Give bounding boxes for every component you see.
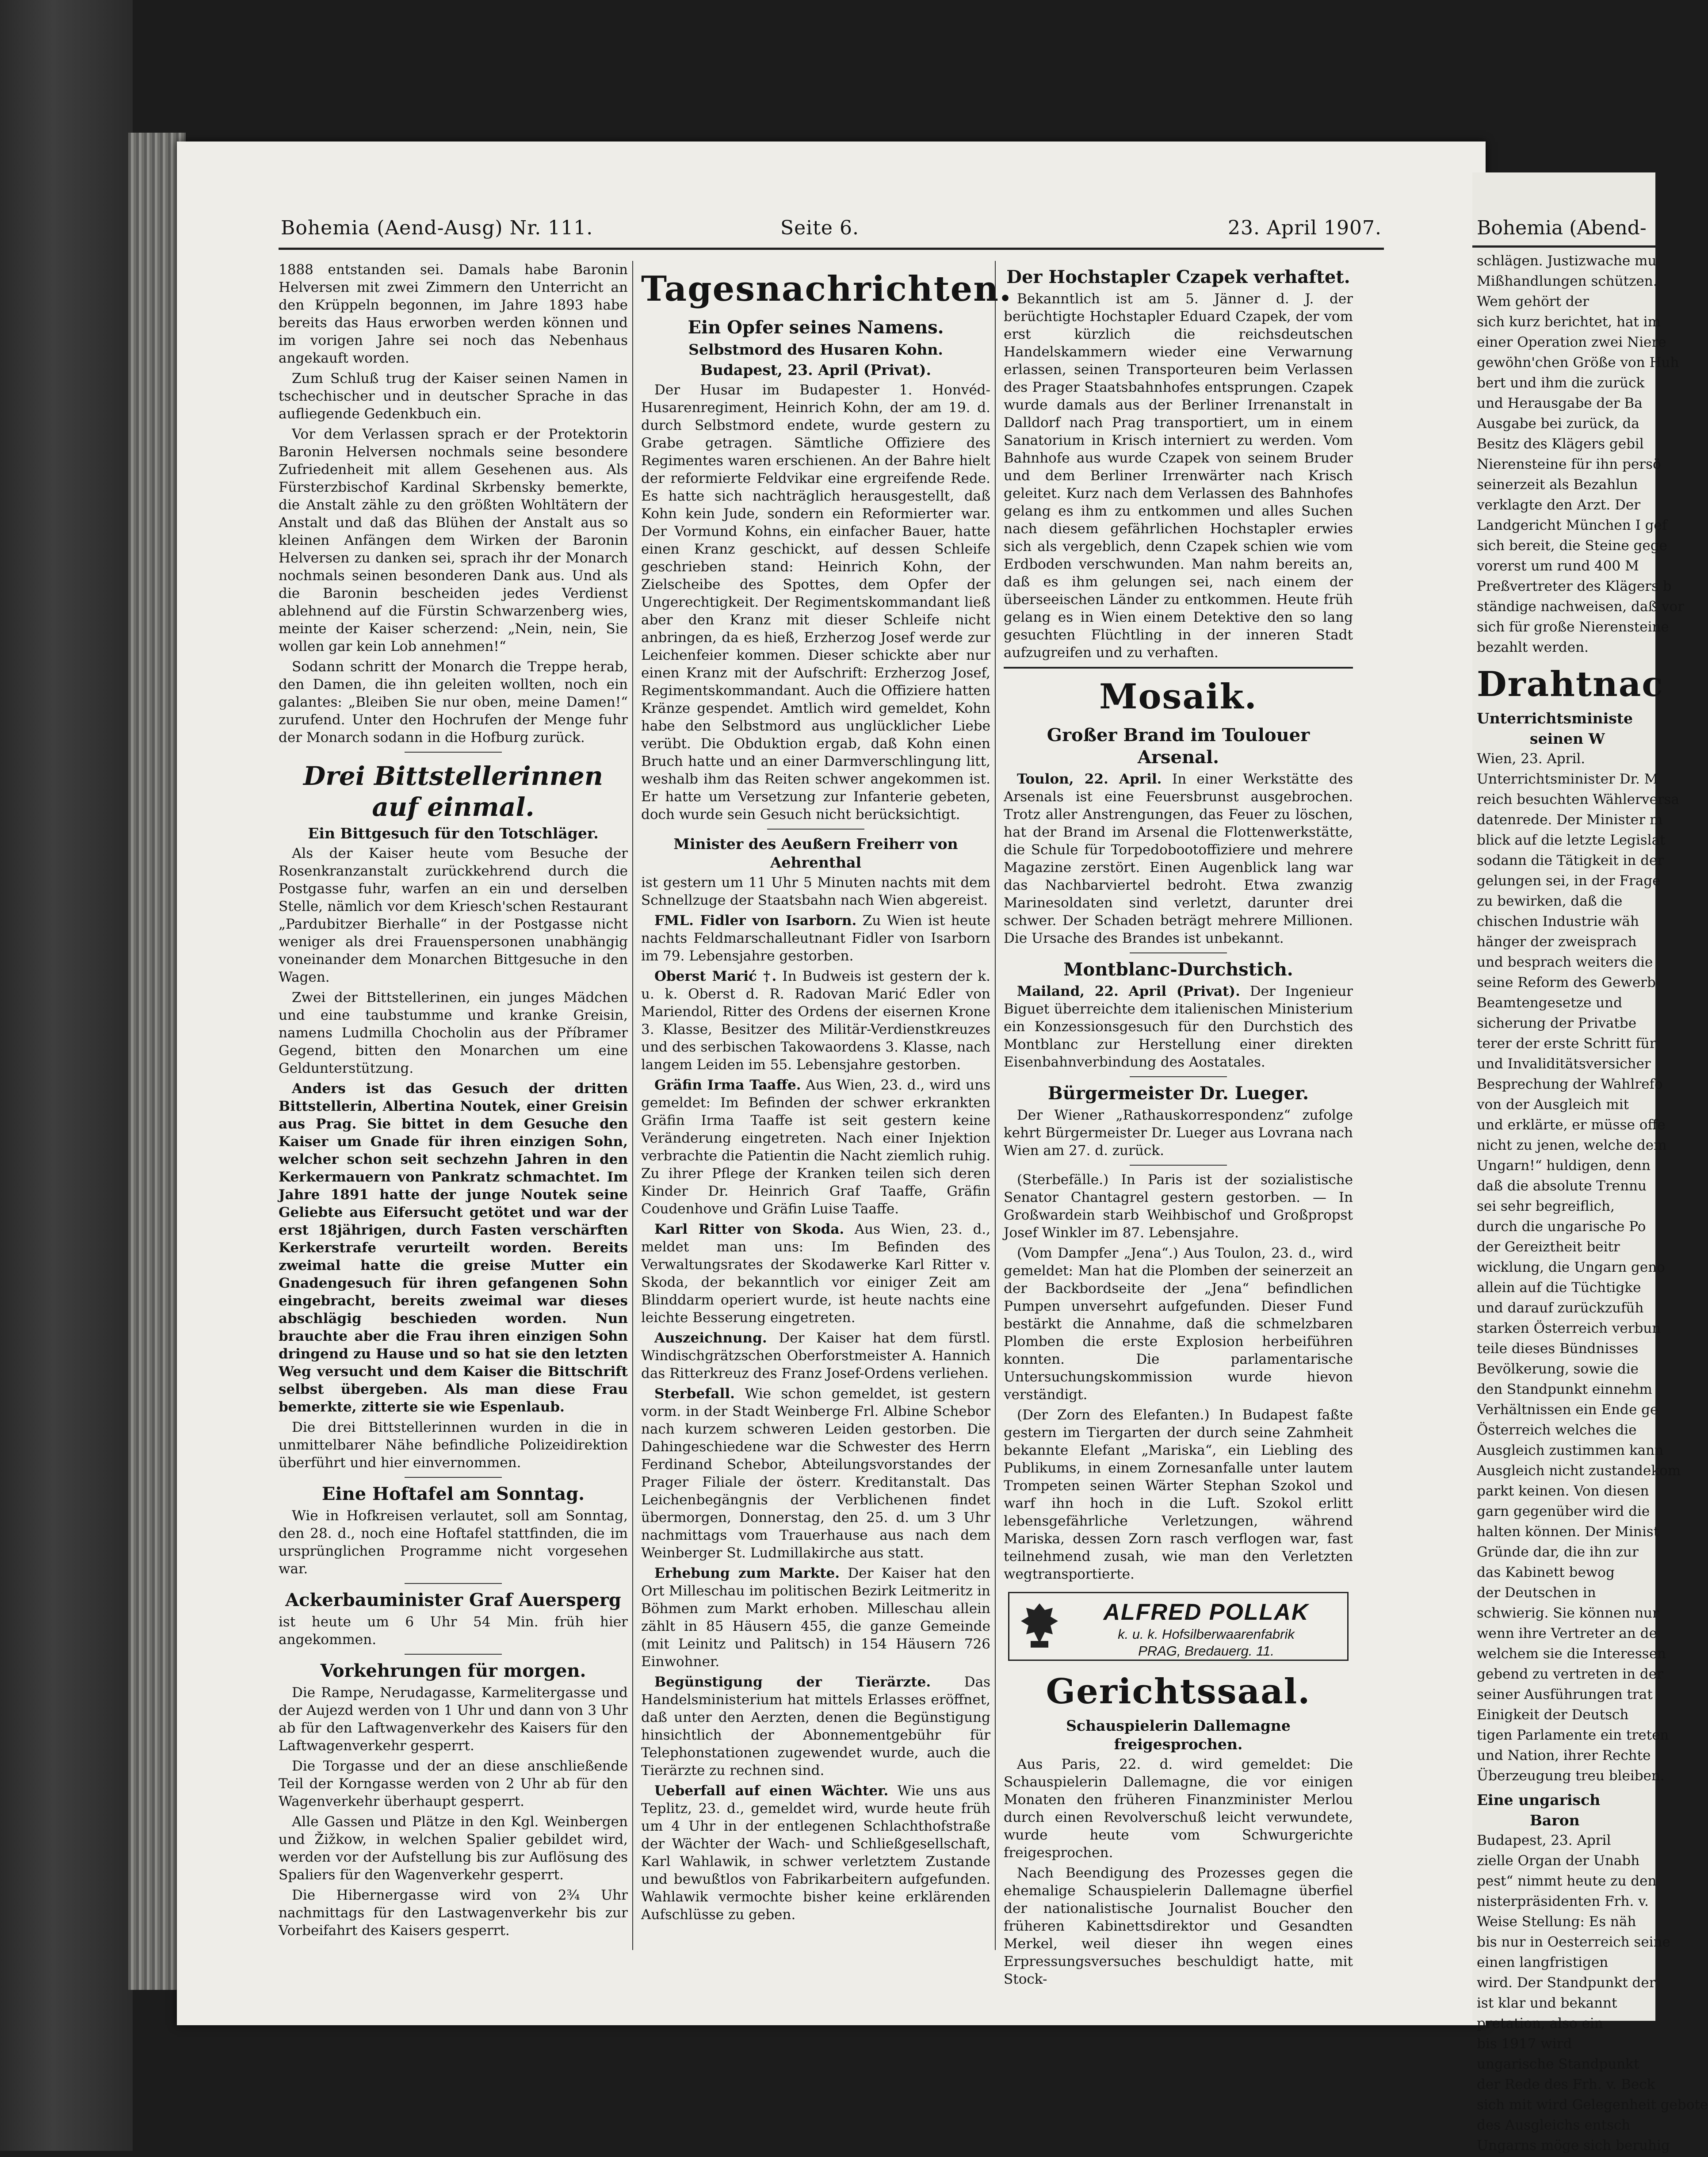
adjacent-line: tigen Parlamente ein treten <box>1477 1727 1669 1743</box>
article-title: Eine Hoftafel am Sonntag. <box>321 1484 585 1504</box>
adjacent-line: Landgericht München I gef <box>1477 517 1667 533</box>
paragraph: In einer Werkstätte des Arsenals ist eine Feuersbrunst ausgebrochen. Trotz aller Anstrengungen, das Feuer zu löschen, hat der Brand im Arsenal die Flottenwerkstätte, die Schule für Torpedobootoffiziere und mehrere Magazine zerstört. Einen Augenblick lang war das Nachbarviertel bedroht. Etwa zwanzig Marinesoldaten sind verletzt, darunter drei schwer. Der Schaden beträgt mehrere Millionen. Die Ursache des Brandes ist unbekannt. <box>1004 771 1353 946</box>
adjacent-line: Budapest, 23. April <box>1477 1832 1611 1848</box>
article-title: Großer Brand im Toulouer Arsenal. <box>1047 725 1310 768</box>
adjacent-line: der Deutschen in <box>1477 1585 1596 1601</box>
paragraph: Aus Paris, 22. d. wird gemeldet: Die Schauspielerin Dallemagne, die vor einigen Monaten den früheren Finanzminister Merlou durch einen Revolverschuß leicht verwundete, wurde heute vom Schwurgerichte freigesprochen. <box>1004 1756 1353 1861</box>
article-title: Eine ungarisch <box>1477 1791 1601 1809</box>
column-3 <box>1004 261 1353 1991</box>
adjacent-line: sich kurz berichtet, hat im <box>1477 314 1661 330</box>
paragraph: (Sterbefälle.) In Paris ist der sozialistische Senator Chantagrel gestern gestorben. — In Großwardein starb Weihbischof und Großpropst Josef Winkler im 87. Lebensjahre. <box>1004 1172 1353 1241</box>
adjacent-line: parkt keinen. Von diesen <box>1477 1483 1649 1499</box>
article-title: Ackerbauminister Graf Auersperg <box>285 1590 621 1610</box>
paragraph: Bekanntlich ist am 5. Jänner d. J. der berüchtigte Hochstapler Eduard Czapek, der vom erst kürzlich die reichsdeutschen Handelskammern wieder eine Verwarnung erlassen, seinen Transporteuren beim Verlassen des Prager Staatsbahnhofes entsprungen. Czapek wurde damals aus der Berliner Irrenanstalt in Dalldorf nach Prag transportiert, um in einem Sanatorium in Krisch interniert zu werden. Vom Bahnhofe aus wurde Czapek von seinem Bruder und dem Berliner Irrenwärter nach Krisch geleitet. Kurz nach dem Verlassen des Bahnhofes gelang es ihm zu entkommen und alles Suchen nach diesem gefährlichen Hochstapler erwies sich als vergeblich, denn Czapek schien wie vom Erdboden verschwunden. Man nahm bereits an, daß es ihm gelungen sei, nach einem der überseeischen Länder zu entkommen. Heute früh gelang es in Wien einem Detektive den so lang gesuchten Flüchtling in der inneren Stadt aufzugreifen und zu verhaften. <box>1004 291 1353 661</box>
paragraph: ist gestern um 11 Uhr 5 Minuten nachts mit dem Schnellzuge der Staatsbahn nach Wien abgereist. <box>641 875 990 908</box>
adjacent-line: welchem sie die Interessen <box>1477 1646 1666 1662</box>
column-rule <box>632 261 633 1950</box>
adjacent-line: durch die ungarische Po <box>1477 1219 1646 1235</box>
adjacent-line: gebend zu vertreten in der <box>1477 1666 1663 1682</box>
adjacent-line: Besitz des Klägers gebil <box>1477 436 1644 452</box>
paragraph: Zum Schluß trug der Kaiser seinen Namen in tschechischer und in deutscher Sprache in das aufliegende Gedenkbuch ein. <box>279 371 628 422</box>
adjacent-line: seine Reform des Gewerb <box>1477 975 1656 991</box>
adjacent-lines <box>1477 252 1707 656</box>
adjacent-line: Ausgleich nicht zustandekom <box>1477 1463 1681 1479</box>
separator <box>767 829 864 830</box>
article-title: Montblanc-Durchstich. <box>1063 959 1293 980</box>
separator <box>1130 1076 1227 1077</box>
article-title: Schauspielerin Dallemagne freigesprochen. <box>1066 1717 1291 1753</box>
paragraph: 1888 entstanden sei. Damals habe Baronin Helversen mit zwei Zimmern den Unterricht an den Krüppeln begonnen, im Jahre 1893 habe bereits das Haus erworben werden können und im vorigen Jahre sei noch das Nebenhaus angekauft worden. <box>279 262 628 366</box>
film-border <box>0 0 133 2151</box>
adjacent-lines <box>1477 1832 1707 2154</box>
column-rule <box>995 261 996 1950</box>
adjacent-line: wicklung, die Ungarn geno <box>1477 1259 1665 1275</box>
adjacent-line: und darauf zurückzufüh <box>1477 1300 1644 1316</box>
adjacent-line: sich bereit, die Steine gege <box>1477 538 1667 554</box>
adjacent-line: Mißhandlungen schützen. <box>1477 273 1658 289</box>
paragraph: (Vom Dampfer „Jena“.) Aus Toulon, 23. d., wird gemeldet: Man hat die Plomben der seinerzeit an der Backbordseite der „Jena“ befindlichen Pumpen unversehrt aufgefunden. Dieser Fund bestärkt die Annahme, daß die schmelzbaren Plomben die erste Explosion herbeiführen konnten. Die parlamentarische Untersuchungskommission wurde hievon verständigt. <box>1004 1245 1353 1403</box>
paragraph: Aus Wien, 23. d., wird uns gemeldet: Im Befinden der schwer erkrankten Gräfin Irma Taaffe ist seit gestern keine Veränderung eingetreten. Nach einer Injektion verbrachte die Patientin die Nacht ziemlich ruhig. Zu ihrer Pflege der Kranken teilen sich deren Kinder Dr. Heinrich Graf Taaffe, Gräfin Coudenhove und Gräfin Luise Taaffe. <box>641 1077 990 1217</box>
ad-text <box>1071 1599 1341 1660</box>
adjacent-line: einer Operation zwei Niere <box>1477 334 1666 350</box>
paragraph: Alle Gassen und Plätze in den Kgl. Weinbergen und Žižkow, in welchen Spalier gebildet wird, werden vor der Aufstellung bis zur Auflösung des Spaliers für den Wagenverkehr gesperrt. <box>279 1814 628 1883</box>
item-heading: Auszeichnung. <box>654 1330 767 1346</box>
adjacent-line: schwierig. Sie können nur <box>1477 1605 1659 1621</box>
adjacent-line: Überzeugung treu bleiben. <box>1477 1768 1665 1784</box>
adjacent-line: und Herausgabe der Ba <box>1477 395 1643 411</box>
paragraph: Wie in Hofkreisen verlautet, soll am Sonntag, den 28. d., noch eine Hoftafel stattfinden, die im ursprünglichen Programme nicht vorgesehen war. <box>279 1508 628 1577</box>
article-subtitle: Ein Bittgesuch für den Totschläger. <box>308 825 599 842</box>
article-title: Ein Opfer seines Namens. <box>688 317 944 338</box>
paragraph: ist heute um 6 Uhr 54 Min. früh hier angekommen. <box>279 1614 628 1648</box>
coat-of-arms-icon <box>1017 1601 1062 1650</box>
adjacent-line: blick auf die letzte Legislat <box>1477 832 1666 848</box>
paragraph: In Budweis ist gestern der k. u. k. Oberst d. R. Radovan Marić Edler von Mariendol, Ritter des Ordens der eisernen Krone 3. Klasse, Besitzer des Militär-Verdienstkreuzes und des serbischen Takowaordens 3. Klasse, nach langem Leiden im 55. Lebensjahre gestorben. <box>641 968 991 1073</box>
adjacent-line: und besprach weiters die <box>1477 954 1653 970</box>
page-header <box>281 217 1382 248</box>
adjacent-line: bezahlt werden. <box>1477 639 1589 655</box>
paragraph: Nach Beendigung des Prozesses gegen die ehemalige Schauspielerin Dallemagne überfiel der nationalistische Journalist Boucher den früheren Kabinettsdirektor und Gesandten Merkel, weil dieser ihn wegen eines Erpressungsversuches beschuldigt hatte, mit Stock- <box>1004 1865 1353 1987</box>
adjacent-line: wird. Der Standpunkt der <box>1477 1975 1656 1991</box>
adjacent-line: Besprechung der Wahlrefo <box>1477 1076 1663 1092</box>
adjacent-line: verklagte den Arzt. Der <box>1477 497 1641 513</box>
adjacent-line: ständige nachweisen, daß vor <box>1477 599 1684 615</box>
item-heading: Gräfin Irma Taaffe. <box>654 1077 801 1093</box>
paragraph: Die Torgasse und der an diese anschließende Teil der Korngasse werden von 2 Uhr ab für den Wagenverkehr überhaupt gesperrt. <box>279 1758 628 1809</box>
paragraph: Die Rampe, Nerudagasse, Karmelitergasse und der Aujezd werden von 1 Uhr und dann von 3 Uhr ab für den Laftwagenverkehr des Kaisers für den Laftwagenverkehr gesperrt. <box>279 1685 628 1754</box>
adjacent-line: und erklärte, er müsse offe <box>1477 1117 1666 1133</box>
adjacent-line: Bevölkerung, sowie die <box>1477 1361 1639 1377</box>
adjacent-line: Ausgabe bei zurück, da <box>1477 416 1639 432</box>
adjacent-line: nisterpräsidenten Frh. v. <box>1477 1893 1649 1909</box>
adjacent-line: des Ausgleichs entsch <box>1477 2117 1631 2133</box>
adjacent-line: Unterrichtsminister Dr. M <box>1477 771 1658 787</box>
dateline: Mailand, 22. April (Privat). <box>1017 983 1240 999</box>
ad-description: k. u. k. Hofsilberwaarenfabrik <box>1118 1626 1295 1642</box>
paragraph: Wie uns aus Teplitz, 23. d., gemeldet wird, wurde heute früh um 4 Uhr in der entlegenen Schlachthofstraße der Wächter der Wach- und Schließgesellschaft, Karl Wahlawik, in schwer verletztem Zustande und bewußtlos von Fabrikarbeitern aufgefunden. Wahlawik vermochte bisher keine erklärenden Aufschlüsse zu geben. <box>641 1783 991 1923</box>
adjacent-line: Wien, 23. April. <box>1477 751 1586 767</box>
article-title: Baron <box>1530 1812 1580 1829</box>
adjacent-line: und Nation, ihrer Rechte <box>1477 1748 1651 1763</box>
adjacent-line: seiner Ausführungen trat <box>1477 1687 1653 1702</box>
separator <box>405 1654 502 1655</box>
separator <box>405 1477 502 1478</box>
adjacent-line: Wem gehört der <box>1477 294 1589 310</box>
adjacent-line: reich besuchten Wählerversa <box>1477 792 1680 807</box>
adjacent-line: pest“ nimmt heute zu den <box>1477 1873 1657 1889</box>
adjacent-line: zielle Organ der Unabh <box>1477 1853 1640 1869</box>
article-title: Der Hochstapler Czapek verhaftet. <box>1006 267 1350 287</box>
adjacent-line: vorerst um rund 400 M <box>1477 558 1639 574</box>
paragraph: Das Handelsministerium hat mittels Erlasses eröffnet, daß unter den Aerzten, denen die Begünstigung hinsichtlich der Abonnementgebühr für Telephonstationen zugewendet wurde, auch die Tierärzte zu rechnen sind. <box>641 1674 990 1778</box>
separator <box>405 752 502 753</box>
item-heading: Erhebung zum Markte. <box>654 1565 840 1581</box>
paragraph: Der Ingenieur Biguet überreichte dem italienischen Ministerium ein Konzessionsgesuch für den Durchstich des Montblanc zur Herstellung einer direkten Eisenbahnverbindung des Aostatales. <box>1004 983 1353 1070</box>
separator <box>1130 952 1227 953</box>
adjacent-line: ungarische Standpunkt <box>1477 2056 1639 2072</box>
adjacent-line: pretation, also ein <box>1477 2015 1603 2031</box>
adjacent-line: teile dieses Bündnisses <box>1477 1341 1639 1357</box>
paragraph: Zu Wien ist heute nachts Feldmarschalleutnant Fidler von Isarborn im 79. Lebensjahre gestorben. <box>641 913 990 964</box>
adjacent-line: sodann die Tätigkeit in der <box>1477 853 1664 868</box>
adjacent-line: Einigkeit der Deutsch <box>1477 1707 1629 1723</box>
adjacent-line: datenrede. Der Minister m <box>1477 812 1663 828</box>
paragraph: Die Hibernergasse wird von 2¾ Uhr nachmittags für den Lastwagenverkehr bis zur Vorbeifahrt des Kaisers gesperrt. <box>279 1887 628 1939</box>
adjacent-line: bert und ihm die zurück <box>1477 375 1645 391</box>
adjacent-line: Nierensteine für ihn persö <box>1477 456 1661 472</box>
section-title: Mosaik. <box>1099 677 1257 717</box>
paragraph: Sodann schritt der Monarch die Treppe herab, den Damen, die ihn geleiten wollten, noch ein galantes: „Bleiben Sie nur oben, meine Damen!“ zurufend. Unter den Hochrufen der Menge fuhr der Monarch sodann in die Hofburg zurück. <box>279 659 628 746</box>
adjacent-line: chischen Industrie wäh <box>1477 914 1639 929</box>
article-title: seinen W <box>1530 730 1605 747</box>
adjacent-line: starken Österreich verbun <box>1477 1320 1661 1336</box>
adjacent-text <box>1477 252 1707 2157</box>
item-heading: Oberst Marić †. <box>654 968 777 984</box>
paragraph: Wie schon gemeldet, ist gestern vorm. in der Stadt Weinberge Frl. Albine Schebor nach kurzem schweren Leiden gestorben. Die Dahingeschiedene war die Schwester des Herrn Ferdinand Schebor, Abteilungsvorstandes der Prager Filiale der österr. Kreditanstalt. Das Leichenbegängnis der Verblichenen findet übermorgen, Donnerstag, den 25. d. um 3 Uhr nachmittags vom Trauerhause aus nach dem Weinberger St. Ludmillakirche aus statt. <box>641 1386 990 1561</box>
adjacent-line: sicherung der Privatbe <box>1477 1015 1637 1031</box>
adjacent-page <box>1472 172 1708 2153</box>
adjacent-line: daß die absolute Trennu <box>1477 1178 1647 1194</box>
column-1 <box>279 261 628 1942</box>
adjacent-lines <box>1477 750 1707 1785</box>
dateline: Toulon, 22. April. <box>1017 771 1162 787</box>
paragraph: Der Husar im Budapester 1. Honvéd-Husarenregiment, Heinrich Kohn, der am 19. d. durch Selbstmord endete, wurde gestern zu Grabe getragen. Sämtliche Offiziere des Regimentes waren erschienen. An der Bahre hielt der reformierte Feldvikar eine ergreifende Rede. Es hatte sich nachträglich herausgestellt, daß Kohn kein Jude, sondern ein Reformierter war. Der Vormund Kohns, ein einfacher Bauer, hatte einen Kranz geschickt, auf dessen Schleife geschrieben stand: Heinrich Kohn, der Zielscheibe des Spottes, dem Opfer der Ungerechtigkeit. Der Regimentskommandant ließ aber den Kranz mit dieser Schleife nicht anbringen, da es hieß, Erzherzog Josef werde zur Leichenfeier kommen. Dieser schickte aber nur einen Kranz mit der Aufschrift: Erzherzog Josef, Regimentskommandant. Auch die Offiziere hatten Kränze gespendet. Amtlich wird gemeldet, Kohn habe den Selbstmord aus unglücklicher Liebe verübt. Die Obduktion ergab, daß Kohn einen Bruch hatte und an einer Darmverschlingung litt, weshalb ihm das Reiten schwer angekommen ist. Er hatte um Versetzung zur Infanterie gebeten, doch wurde sein Gesuch nicht berücksichtigt. <box>641 382 990 822</box>
adjacent-line: seinerzeit als Bezahlun <box>1477 477 1638 493</box>
article-title: Minister des Aeußern Freiherr von Aehrenthal <box>673 835 958 871</box>
paragraph: Aus Wien, 23. d., meldet man uns: Im Befinden des Verwaltungsrates der Skodawerke Karl Ritter v. Skoda, der bekanntlich vor einiger Zeit am Blinddarm operiert wurde, ist heute nachts eine leichte Besserung eingetreten. <box>641 1221 991 1326</box>
adjacent-line: einen langfristigen <box>1477 1954 1609 1970</box>
adjacent-line: bis nur in Oesterreich seine <box>1477 1934 1670 1950</box>
adjacent-line: bis 1917 wird <box>1477 2036 1572 2052</box>
item-heading: Sterbefall. <box>654 1386 735 1402</box>
adjacent-line: allein auf die Tüchtigke <box>1477 1280 1641 1296</box>
section-title: Gerichtssaal. <box>1046 1671 1311 1712</box>
adjacent-line: halten können. Der Minist <box>1477 1524 1659 1540</box>
adjacent-line: Weise Stellung: Es näh <box>1477 1914 1636 1930</box>
item-heading: Begünstigung der Tierärzte. <box>654 1674 931 1690</box>
advertisement <box>1008 1592 1349 1661</box>
separator <box>1130 1165 1227 1166</box>
adjacent-line: sich mit wird Gelegenheit gebote <box>1477 2097 1708 2113</box>
column-2 <box>641 261 1013 1926</box>
ad-company-name: ALFRED POLLAK <box>1103 1599 1309 1625</box>
paragraph: (Der Zorn des Elefanten.) In Budapest faßte gestern im Tiergarten der durch seine Zahmheit bekannte Elefant „Mariska“, ein Liebling des Publikums, in einem Zornesanfalle unter lautem Trompeten seinen Wärter Stephan Szokol und warf ihn hoch in die Luft. Szokol erlitt lebensgefährliche Verletzungen, während Mariska, dessen Zorn rasch verflogen war, fast teilnehmend zusah, wie man den Verletzten wegtransportierte. <box>1004 1407 1353 1582</box>
paragraph: Der Kaiser hat dem fürstl. Windischgrätzschen Oberforstmeister A. Hannich das Ritterkreuz des Franz Josef-Ordens verliehen. <box>641 1330 990 1381</box>
paragraph: Zwei der Bittstellerinen, ein junges Mädchen und eine taubstumme und kranke Greisin, namens Ludmilla Chocholin aus der Příbramer Gegend, bitten den Monarchen um eine Geldunterstützung. <box>279 990 628 1076</box>
adjacent-line: der Gereiztheit beitr <box>1477 1239 1620 1255</box>
adjacent-line: zu bewirken, daß die <box>1477 893 1623 909</box>
header-rule <box>279 248 1384 250</box>
article-subtitle: Selbstmord des Husaren Kohn. <box>688 341 943 358</box>
adjacent-line: nicht zu jenen, welche dem <box>1477 1137 1667 1153</box>
article-title: Bürgermeister Dr. Lueger. <box>1047 1083 1309 1104</box>
adjacent-line: Gründe dar, die ihn zur <box>1477 1544 1639 1560</box>
adjacent-line: Ungarn!“ huldigen, denn <box>1477 1158 1651 1174</box>
paragraph: Als der Kaiser heute vom Besuche der Rosenkranzanstalt zurückkehrend durch die Postgasse fuhr, warfen an ein und derselben Stelle, nämlich vor dem Kriesch'schen Restaurant „Pardubitzer Bierhalle“ in der Postgasse nicht weniger als drei Frauenspersonen unabhängig voneinander dem Monarchen Bittgesuche in den Wagen. <box>279 845 628 985</box>
newspaper-page <box>177 142 1486 2025</box>
adjacent-line: Ungarns möge sich beruhig <box>1477 2138 1670 2153</box>
adjacent-line: das Kabinett bewog <box>1477 1564 1615 1580</box>
header-rule <box>1472 245 1655 248</box>
separator <box>405 1583 502 1584</box>
paragraph: Der Kaiser hat den Ort Milleschau im politischen Bezirk Leitmeritz in Böhmen zum Markt erhoben. Milleschau allein zählt in 85 Häusern 455, die ganze Gemeinde (mit Leinitz und Palitsch) in 154 Häusern 726 Einwohner. <box>641 1565 990 1670</box>
adjacent-line: sich für große Nierensteine <box>1477 619 1669 635</box>
article-title: Vorkehrungen für morgen. <box>320 1660 586 1681</box>
section-title: Drahtnac <box>1477 664 1664 704</box>
adjacent-line: garn gegenüber wird die <box>1477 1503 1650 1519</box>
adjacent-line: den Standpunkt einnehm <box>1477 1381 1652 1397</box>
item-heading: FML. Fidler von Isarborn. <box>654 913 857 929</box>
adjacent-line: terer der erste Schritt für <box>1477 1036 1656 1052</box>
header-date: 23. April 1907. <box>1227 217 1382 239</box>
adjacent-line: der Rede des Frh. v. Beck <box>1477 2077 1655 2092</box>
adjacent-header: Bohemia (Abend- <box>1477 217 1647 239</box>
adjacent-line: hänger der zweisprach <box>1477 934 1637 950</box>
paragraph: Die drei Bittstellerinnen wurden in die in unmittelbarer Nähe befindliche Polizeidirektion überführt und hier einvernommen. <box>279 1419 628 1471</box>
adjacent-line: Ausgleich zustimmen kann <box>1477 1442 1664 1458</box>
adjacent-line: ist klar und bekannt <box>1477 1995 1617 2011</box>
adjacent-line: gewöhn'chen Größe von Huh <box>1477 355 1679 371</box>
item-heading: Ueberfall auf einen Wächter. <box>654 1783 889 1799</box>
paragraph: Der Wiener „Rathauskorrespondenz“ zufolge kehrt Bürgermeister Dr. Lueger aus Lovrana nach Wien am 27. d. zurück. <box>1004 1107 1353 1159</box>
adjacent-line: wenn ihre Vertreter an de <box>1477 1625 1657 1641</box>
separator <box>1004 667 1353 669</box>
adjacent-line: schlägen. Justizwache mu <box>1477 253 1657 269</box>
adjacent-line: von der Ausgleich mit <box>1477 1097 1629 1113</box>
paragraph: Anders ist das Gesuch der dritten Bittstellerin, Albertina Noutek, einer Greisin aus Prag. Sie bittet in dem Gesuche den Kaiser um Gnade für ihren einzigen Sohn, welcher schon seit sechzehn Jahren in den Kerkermauern von Pankratz schmachtet. Im Jahre 1891 hatte der junge Noutek seine Geliebte aus Eifersucht getötet und war der erst 18jährigen, durch Fasten verschärften Kerkerstrafe verurteilt worden. Bereits zweimal hatte die greise Mutter ein Gnadengesuch für ihren gefangenen Sohn eingebracht, bereits zweimal war dieses abschlägig beschieden worden. Nun brauchte aber die Frau ihren einzigen Sohn dringend zu Hause und so hat sie den letzten Weg versucht und dem Kaiser die Bittschrift selbst übergeben. Als man diese Frau bemerkte, zitterte sie wie Espenlaub. <box>279 1081 628 1415</box>
adjacent-line: Verhältnissen ein Ende ge <box>1477 1402 1658 1418</box>
adjacent-line: Österreich welches die <box>1477 1422 1637 1438</box>
ad-address: PRAG, Bredauerg. 11. <box>1138 1643 1274 1659</box>
section-title: Tagesnachrichten. <box>641 269 1013 309</box>
paragraph: Vor dem Verlassen sprach er der Protektorin Baronin Helversen nochmals seine besondere Zufriedenheit mit allem Gesehenen aus. Als Fürsterzbischof Kardinal Skrbensky bemerkte, die Anstalt zähle zu den größten Wohltätern der Anstalt und daß das Blühen der Anstalt aus so kleinen Anfängen dem Wirken der Baronin Helversen zu danken sei, sprach ihr der Monarch nochmals seinen besonderen Dank aus. Und als die Baronin bescheiden jedes Verdienst ablehnend auf die Fürstin Schwarzenberg wies, meinte der Kaiser scherzend: „Nein, nein, Sie wollen gar kein Lob annehmen!“ <box>279 426 628 654</box>
adjacent-line: gelungen sei, in der Frage <box>1477 873 1661 889</box>
item-heading: Karl Ritter von Skoda. <box>654 1221 844 1237</box>
article-title: Drei Bittstellerinnen auf einmal. <box>303 761 603 822</box>
adjacent-line: und Invaliditätsversicher <box>1477 1056 1651 1072</box>
adjacent-line: Preßvertreter des Klägers b <box>1477 578 1672 594</box>
header-page-number: Seite 6. <box>780 217 859 239</box>
adjacent-line: sei sehr begreiflich, <box>1477 1198 1615 1214</box>
header-masthead: Bohemia (Aend-Ausg) Nr. 111. <box>281 217 593 239</box>
dateline: Budapest, 23. April (Privat). <box>700 361 931 379</box>
article-title: Unterrichtsministe <box>1477 710 1633 727</box>
adjacent-line: Beamtengesetze und <box>1477 995 1622 1011</box>
